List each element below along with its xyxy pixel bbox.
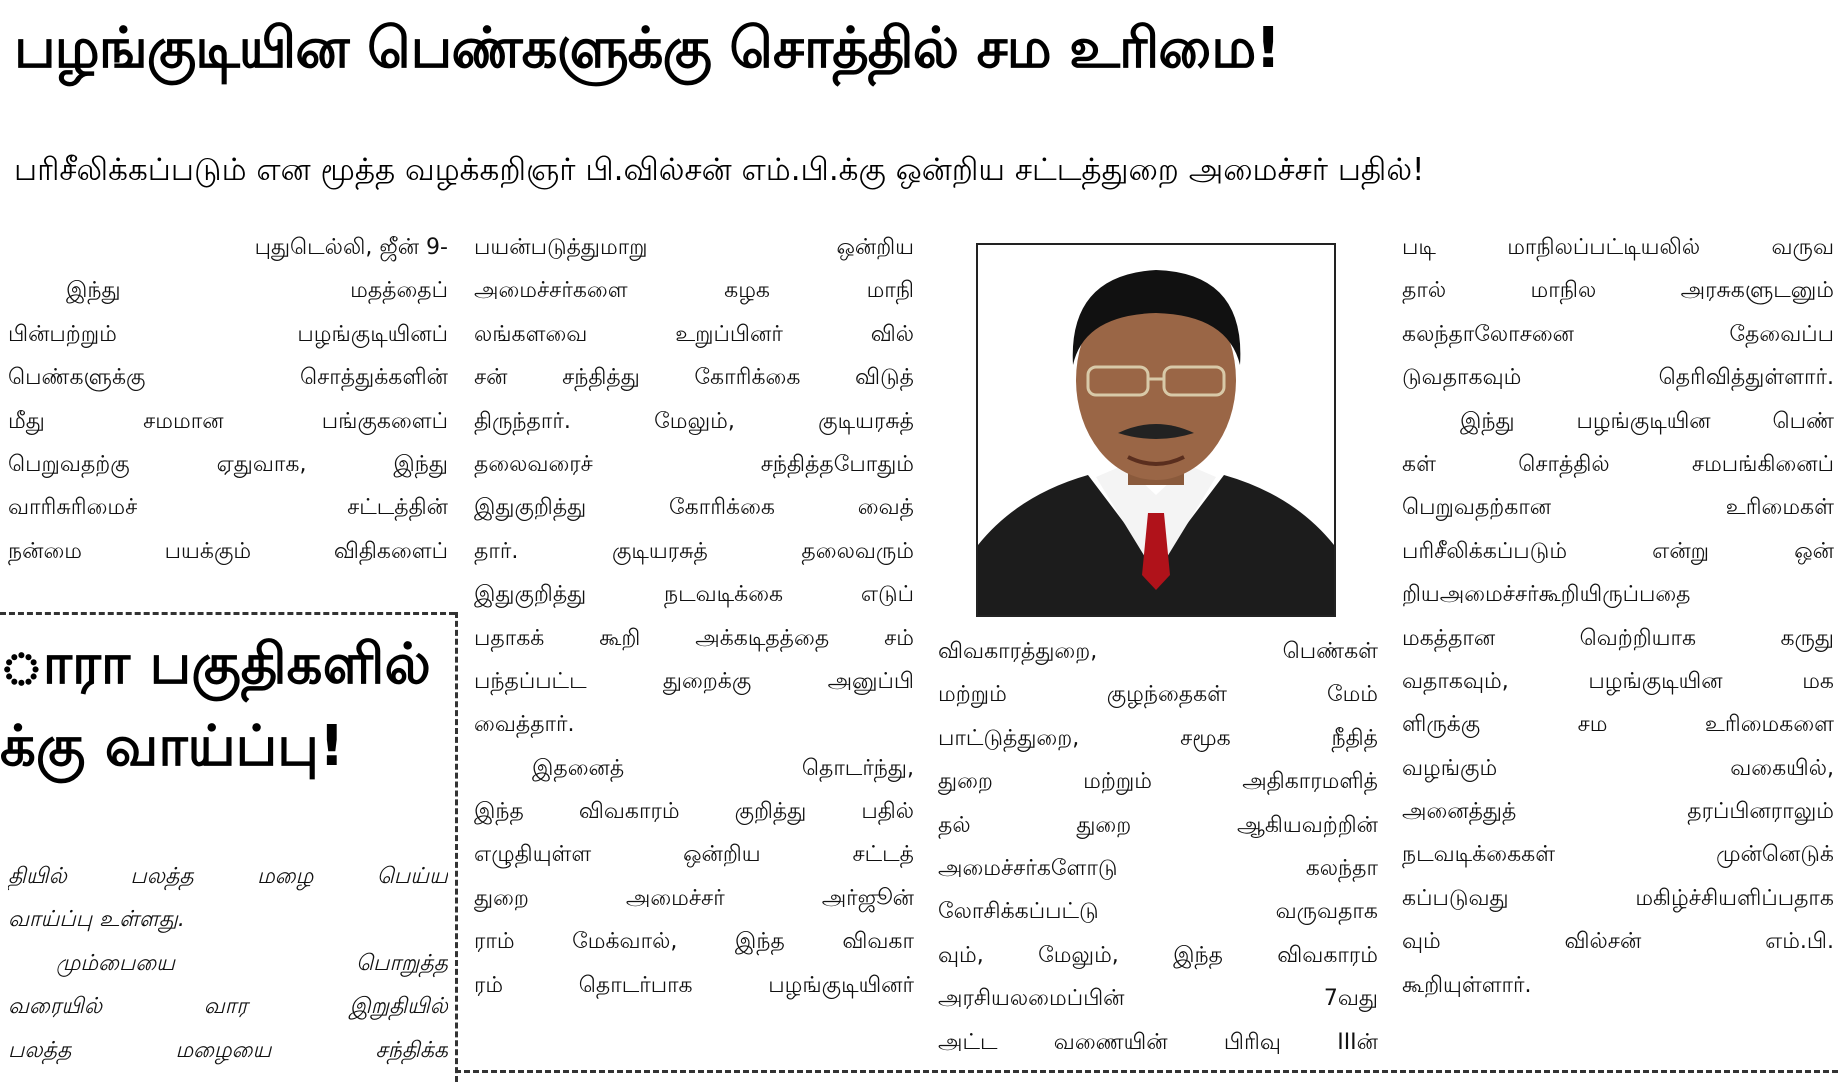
text-line: பலத்த மழையை சந்திக்க xyxy=(8,1037,448,1063)
text-line: அட்ட வணையின் பிரிவு IIIன் xyxy=(938,1029,1378,1055)
text-line: பெறுவதற்கான உரிமைகள் xyxy=(1402,495,1834,521)
text-line: நன்மை பயக்கும் விதிகளைப் xyxy=(8,538,448,564)
sidebox-headline-line: ாரா பகுதிகளில் xyxy=(0,632,431,697)
text-line: அனைத்துத் தரப்பினராலும் xyxy=(1402,799,1834,825)
sidebox-right-border xyxy=(455,612,458,1082)
text-line: கூறியுள்ளார். xyxy=(1402,972,1532,998)
text-line: சன் சந்தித்து கோரிக்கை விடுத் xyxy=(474,365,914,391)
headline: பழங்குடியின பெண்களுக்கு சொத்தில் சம உரிமை! xyxy=(14,16,1280,81)
portrait-photo xyxy=(976,243,1336,617)
text-line: எழுதியுள்ள ஒன்றிய சட்டத் xyxy=(474,842,914,868)
dateline: புதுடெல்லி, ஜீன் 9- xyxy=(254,235,448,260)
text-line: தல் துறை ஆகியவற்றின் xyxy=(938,812,1378,838)
text-line: தலைவரைச் சந்தித்தபோதும் xyxy=(474,451,914,477)
text-line: நடவடிக்கைகள் முன்னெடுக் xyxy=(1402,842,1834,868)
article-column-4 xyxy=(1402,226,1834,1007)
text-line: திருந்தார். மேலும், குடியரசுத் xyxy=(474,408,914,434)
text-line: கள் சொத்தில் சமபங்கினைப் xyxy=(1402,451,1834,477)
subheadline: பரிசீலிக்கப்படும் என மூத்த வழக்கறிஞர் பி.வில்சன் எம்.பி.க்கு ஒன்றிய சட்டத்துறை அமைச்சர் பதில்! xyxy=(14,152,1425,188)
text-line: பின்பற்றும் பழங்குடியினப் xyxy=(8,321,448,347)
text-line: தியில் பலத்த மழை பெய்ய xyxy=(8,864,448,889)
text-line: வைத்தார். xyxy=(474,712,575,738)
sidebox-top-border xyxy=(0,612,455,615)
text-line: அமைச்சர்களோடு கலந்தா xyxy=(938,855,1378,881)
text-line: தார். குடியரசுத் தலைவரும் xyxy=(474,538,914,564)
text-line: லோசிக்கப்பட்டு வருவதாக xyxy=(938,899,1378,925)
text-line: மும்பையை பொறுத்த xyxy=(56,950,448,976)
article-column-2 xyxy=(474,226,914,1007)
text-line: இந்த விவகாரம் குறித்து பதில் xyxy=(474,799,914,825)
text-line: இந்து பழங்குடியின பெண் xyxy=(1460,408,1834,434)
text-line: துறை மற்றும் அதிகாரமளித் xyxy=(938,769,1378,795)
text-line: வும், மேலும், இந்த விவகாரம் xyxy=(938,942,1378,968)
text-line: வரையில் வார இறுதியில் xyxy=(8,994,448,1020)
text-line: கப்படுவது மகிழ்ச்சியளிப்பதாக xyxy=(1402,885,1834,911)
bottom-border xyxy=(455,1070,1838,1073)
text-line: இதுகுறித்து நடவடிக்கை எடுப் xyxy=(474,582,914,608)
text-line: கலந்தாலோசனை தேவைப்ப xyxy=(1402,321,1834,347)
text-line: ராம் மேக்வால், இந்த விவகா xyxy=(474,929,914,955)
text-line: இதுகுறித்து கோரிக்கை வைத் xyxy=(474,495,914,521)
portrait-illustration xyxy=(978,245,1334,615)
text-line: வும் வில்சன் எம்.பி. xyxy=(1402,929,1834,955)
text-line: லங்களவை உறுப்பினர் வில் xyxy=(474,321,914,347)
text-line: பரிசீலிக்கப்படும் என்று ஒன் xyxy=(1402,538,1834,564)
text-line: பந்தப்பட்ட துறைக்கு அனுப்பி xyxy=(474,668,914,694)
text-line: அமைச்சர்களை கழக மாநி xyxy=(474,278,914,304)
text-line: றியஅமைச்சர்கூறியிருப்பதை xyxy=(1402,582,1691,608)
text-line: பெண்களுக்கு சொத்துக்களின் xyxy=(8,365,448,391)
article-column-1 xyxy=(8,226,448,573)
text-line: இதனைத் தொடர்ந்து, xyxy=(532,755,914,781)
text-line: பாட்டுத்துறை, சமூக நீதித் xyxy=(938,725,1378,751)
text-line: பெறுவதற்கு ஏதுவாக, இந்து xyxy=(8,451,448,477)
text-line: வதாகவும், பழங்குடியின மக xyxy=(1402,668,1834,694)
text-line: வாய்ப்பு உள்ளது. xyxy=(8,907,185,933)
text-line: மகத்தான வெற்றியாக கருது xyxy=(1402,625,1834,651)
sidebox-headline-line: க்கு வாய்ப்பு! xyxy=(0,714,345,779)
text-line: ளிருக்கு சம உரிமைகளை xyxy=(1402,712,1834,738)
text-line: இந்து மதத்தைப் xyxy=(66,278,448,304)
text-line: துறை அமைச்சர் அர்ஜூன் xyxy=(474,885,914,911)
text-line: பயன்படுத்துமாறு ஒன்றிய xyxy=(474,235,914,260)
sidebox-body xyxy=(8,855,448,1072)
text-line: மீது சமமான பங்குகளைப் xyxy=(8,408,448,434)
text-line: படி மாநிலப்பட்டியலில் வருவ xyxy=(1402,235,1834,260)
text-line: வாரிசுரிமைச் சட்டத்தின் xyxy=(8,495,448,521)
text-line: தால் மாநில அரசுகளுடனும் xyxy=(1402,278,1834,304)
text-line: பதாகக் கூறி அக்கடிதத்தை சம் xyxy=(474,625,914,651)
text-line: விவகாரத்துறை, பெண்கள் xyxy=(938,639,1378,664)
text-line: டுவதாகவும் தெரிவித்துள்ளார். xyxy=(1402,365,1834,391)
article-column-3 xyxy=(938,630,1378,1064)
text-line: வழங்கும் வகையில், xyxy=(1402,755,1834,781)
sidebox-headline xyxy=(0,624,450,788)
text-line: அரசியலமைப்பின் 7வது xyxy=(938,986,1378,1012)
text-line: ரம் தொடர்பாக பழங்குடியினர் xyxy=(474,972,914,998)
text-line: மற்றும் குழந்தைகள் மேம் xyxy=(938,682,1378,708)
